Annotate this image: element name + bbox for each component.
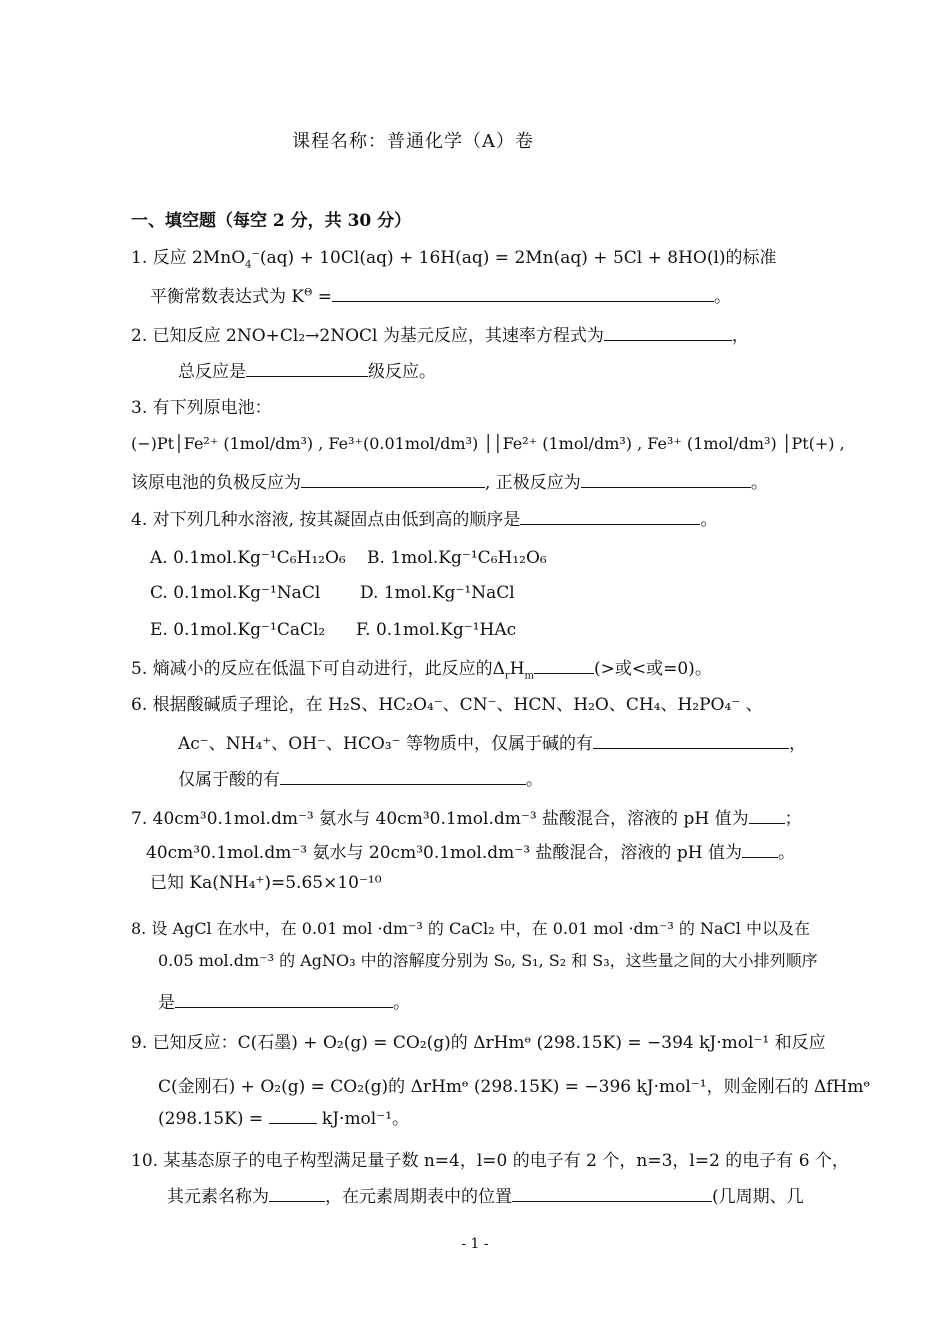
q7-end: 。 [777, 843, 795, 863]
page-title: 课程名称：普通化学（A）卷 [292, 131, 534, 152]
q7-line1: 7. 40cm³0.1mol.dm⁻³ 氨水与 40cm³0.1mol.dm⁻³ 盐酸混合，溶液的 pH 值为 [131, 809, 749, 829]
q7-line2: 40cm³0.1mol.dm⁻³ 氨水与 20cm³0.1mol.dm⁻³ 盐酸混合，溶液的 pH 值为 [146, 843, 742, 863]
q10-line2a: 其元素名称为 [167, 1187, 269, 1207]
question-6-line-1: 6. 根据酸碱质子理论，在 H₂S、HC₂O₄⁻、CN⁻、HCN、H₂O、CH₄、H₂PO₄⁻ 、 [131, 695, 763, 715]
question-10-line-1: 10. 某基态原子的电子构型满足量子数 n=4，l=0 的电子有 2 个，n=3，l=2 的电子有 6 个， [131, 1151, 849, 1171]
q4-option-b: B. 1mol.Kg⁻¹C₆H₁₂O₆ [367, 548, 547, 568]
question-10-line-2 [167, 1185, 804, 1208]
question-8-line-1: 8. 设 AgCl 在水中，在 0.01 mol ·dm⁻³ 的 CaCl₂ 中，在 0.01 mol ·dm⁻³ 的 NaCl 中以及在 [131, 919, 810, 938]
q6-line2: Ac⁻、NH₄⁺、OH⁻、HCO₃⁻ 等物质中，仅属于碱的有 [178, 734, 593, 754]
question-8-line-2: 0.05 mol.dm⁻³ 的 AgNO₃ 中的溶解度分别为 S₀, S₁, S₂ 和 S₃，这些量之间的大小排列顺序 [158, 951, 818, 970]
question-5 [131, 657, 712, 680]
q6-line3: 仅属于酸的有 [178, 770, 280, 790]
q10-line2c: (几周期、几 [712, 1187, 804, 1207]
question-6-line-3 [178, 768, 543, 791]
question-7-line-2 [146, 841, 795, 864]
q6-base-blank[interactable] [593, 732, 789, 749]
q8-line3: 是 [158, 993, 175, 1013]
q1-line2: 平衡常数表达式为 K [150, 287, 305, 307]
q10-name-blank[interactable] [269, 1185, 325, 1202]
q4-option-a: A. 0.1mol.Kg⁻¹C₆H₁₂O₆ [150, 548, 346, 568]
q1-eq: = [312, 287, 332, 307]
question-2-line-2 [178, 360, 436, 383]
q2-line2a: 总反应是 [178, 362, 246, 382]
q2-comma: ， [731, 326, 749, 346]
question-9-line-1: 9. 已知反应：C(石墨) + O₂(g) = CO₂(g)的 ΔrHmᶱ (298.15K) = −394 kJ·mol⁻¹ 和反应 [131, 1033, 826, 1053]
q4-option-f: F. 0.1mol.Kg⁻¹HAc [356, 620, 517, 640]
page-number: - 1 - [461, 1236, 489, 1252]
q4-order-blank[interactable] [520, 508, 700, 525]
q6-comma: ， [788, 734, 806, 754]
q6-end: 。 [526, 770, 543, 790]
q2-line1: 2. 已知反应 2NO+Cl₂→2NOCl 为基元反应，其速率方程式为 [131, 326, 604, 346]
q2-line2b: 级反应。 [368, 362, 436, 382]
q1-prefix: 1. 反应 2MnO [131, 248, 246, 268]
q8-answer-blank[interactable] [175, 991, 393, 1008]
question-6-line-2 [178, 732, 806, 755]
q4-line1: 4. 对下列几种水溶液, 按其凝固点由低到高的顺序是 [131, 510, 521, 530]
q7-ph1-blank[interactable] [749, 807, 785, 824]
q1-end: 。 [713, 287, 731, 307]
q1-answer-blank[interactable] [332, 285, 714, 302]
question-1-line-1: 1. 反应 2MnO$_4$−(aq) + 10Cl(aq) + 16H(aq) = 2Mn(aq) + 5Cl + 8HO(l)的标准 [131, 248, 777, 271]
q5-m: m [524, 670, 534, 682]
q3-negative-blank[interactable] [301, 471, 485, 488]
q1-theta: Θ [304, 287, 313, 299]
q7-ph2-blank[interactable] [742, 841, 778, 858]
q8-end: 。 [393, 993, 410, 1013]
q9-answer-blank[interactable] [269, 1107, 317, 1124]
question-3-line-1: 3. 有下列原电池： [131, 398, 272, 418]
section-heading: 一、填空题（每空 2 分，共 30 分） [131, 211, 412, 231]
q5-answer-blank[interactable] [534, 657, 594, 674]
q3-line3b: , 正极反应为 [485, 473, 581, 493]
q5-H: H [509, 659, 525, 679]
question-7-line-3: 已知 Ka(NH₄⁺)=5.65×10⁻¹⁰ [150, 873, 382, 893]
question-9-line-3 [158, 1107, 409, 1130]
q7-semi: ； [784, 809, 802, 829]
q5-tail: (>或<或=0)。 [594, 659, 712, 679]
question-2-line-1 [131, 324, 749, 347]
q9-line3a: (298.15K) = [158, 1109, 264, 1129]
question-9-line-2: C(金刚石) + O₂(g) = CO₂(g)的 ΔrHmᶱ (298.15K) = −396 kJ·mol⁻¹，则金刚石的 ΔfHmᶱ [158, 1077, 871, 1097]
q10-line2b: ，在元素周期表中的位置 [325, 1187, 512, 1207]
q4-option-e: E. 0.1mol.Kg⁻¹CaCl₂ [150, 620, 326, 640]
question-4-line-1 [131, 508, 717, 531]
q2-rate-blank[interactable] [604, 324, 732, 341]
question-7-line-1 [131, 807, 802, 830]
q3-positive-blank[interactable] [581, 471, 751, 488]
question-1-line-2 [150, 285, 731, 308]
question-3-cell: (−)Pt│Fe²⁺ (1mol/dm³) , Fe³⁺(0.01mol/dm³) ││Fe²⁺ (1mol/dm³) , Fe³⁺ (1mol/dm³) │Pt(+) , [131, 434, 845, 453]
q10-position-blank[interactable] [512, 1185, 712, 1202]
q4-option-c: C. 0.1mol.Kg⁻¹NaCl [150, 583, 321, 603]
q9-line3b: kJ·mol⁻¹。 [321, 1109, 410, 1129]
q3-line3a: 该原电池的负极反应为 [131, 473, 301, 493]
q5-r: r [504, 670, 510, 682]
q6-acid-blank[interactable] [280, 768, 526, 785]
question-3-line-3 [131, 471, 768, 494]
q5-text: 5. 熵减小的反应在低温下可自动进行，此反应的Δ [131, 659, 505, 679]
q2-order-blank[interactable] [246, 360, 368, 377]
question-8-line-3 [158, 991, 410, 1014]
q3-end: 。 [750, 473, 768, 493]
q1-rest: (aq) + 10Cl(aq) + 16H(aq) = 2Mn(aq) + 5Cl + 8HO(l)的标准 [259, 248, 777, 268]
q4-end: 。 [700, 510, 718, 530]
q4-option-d: D. 1mol.Kg⁻¹NaCl [360, 583, 515, 603]
